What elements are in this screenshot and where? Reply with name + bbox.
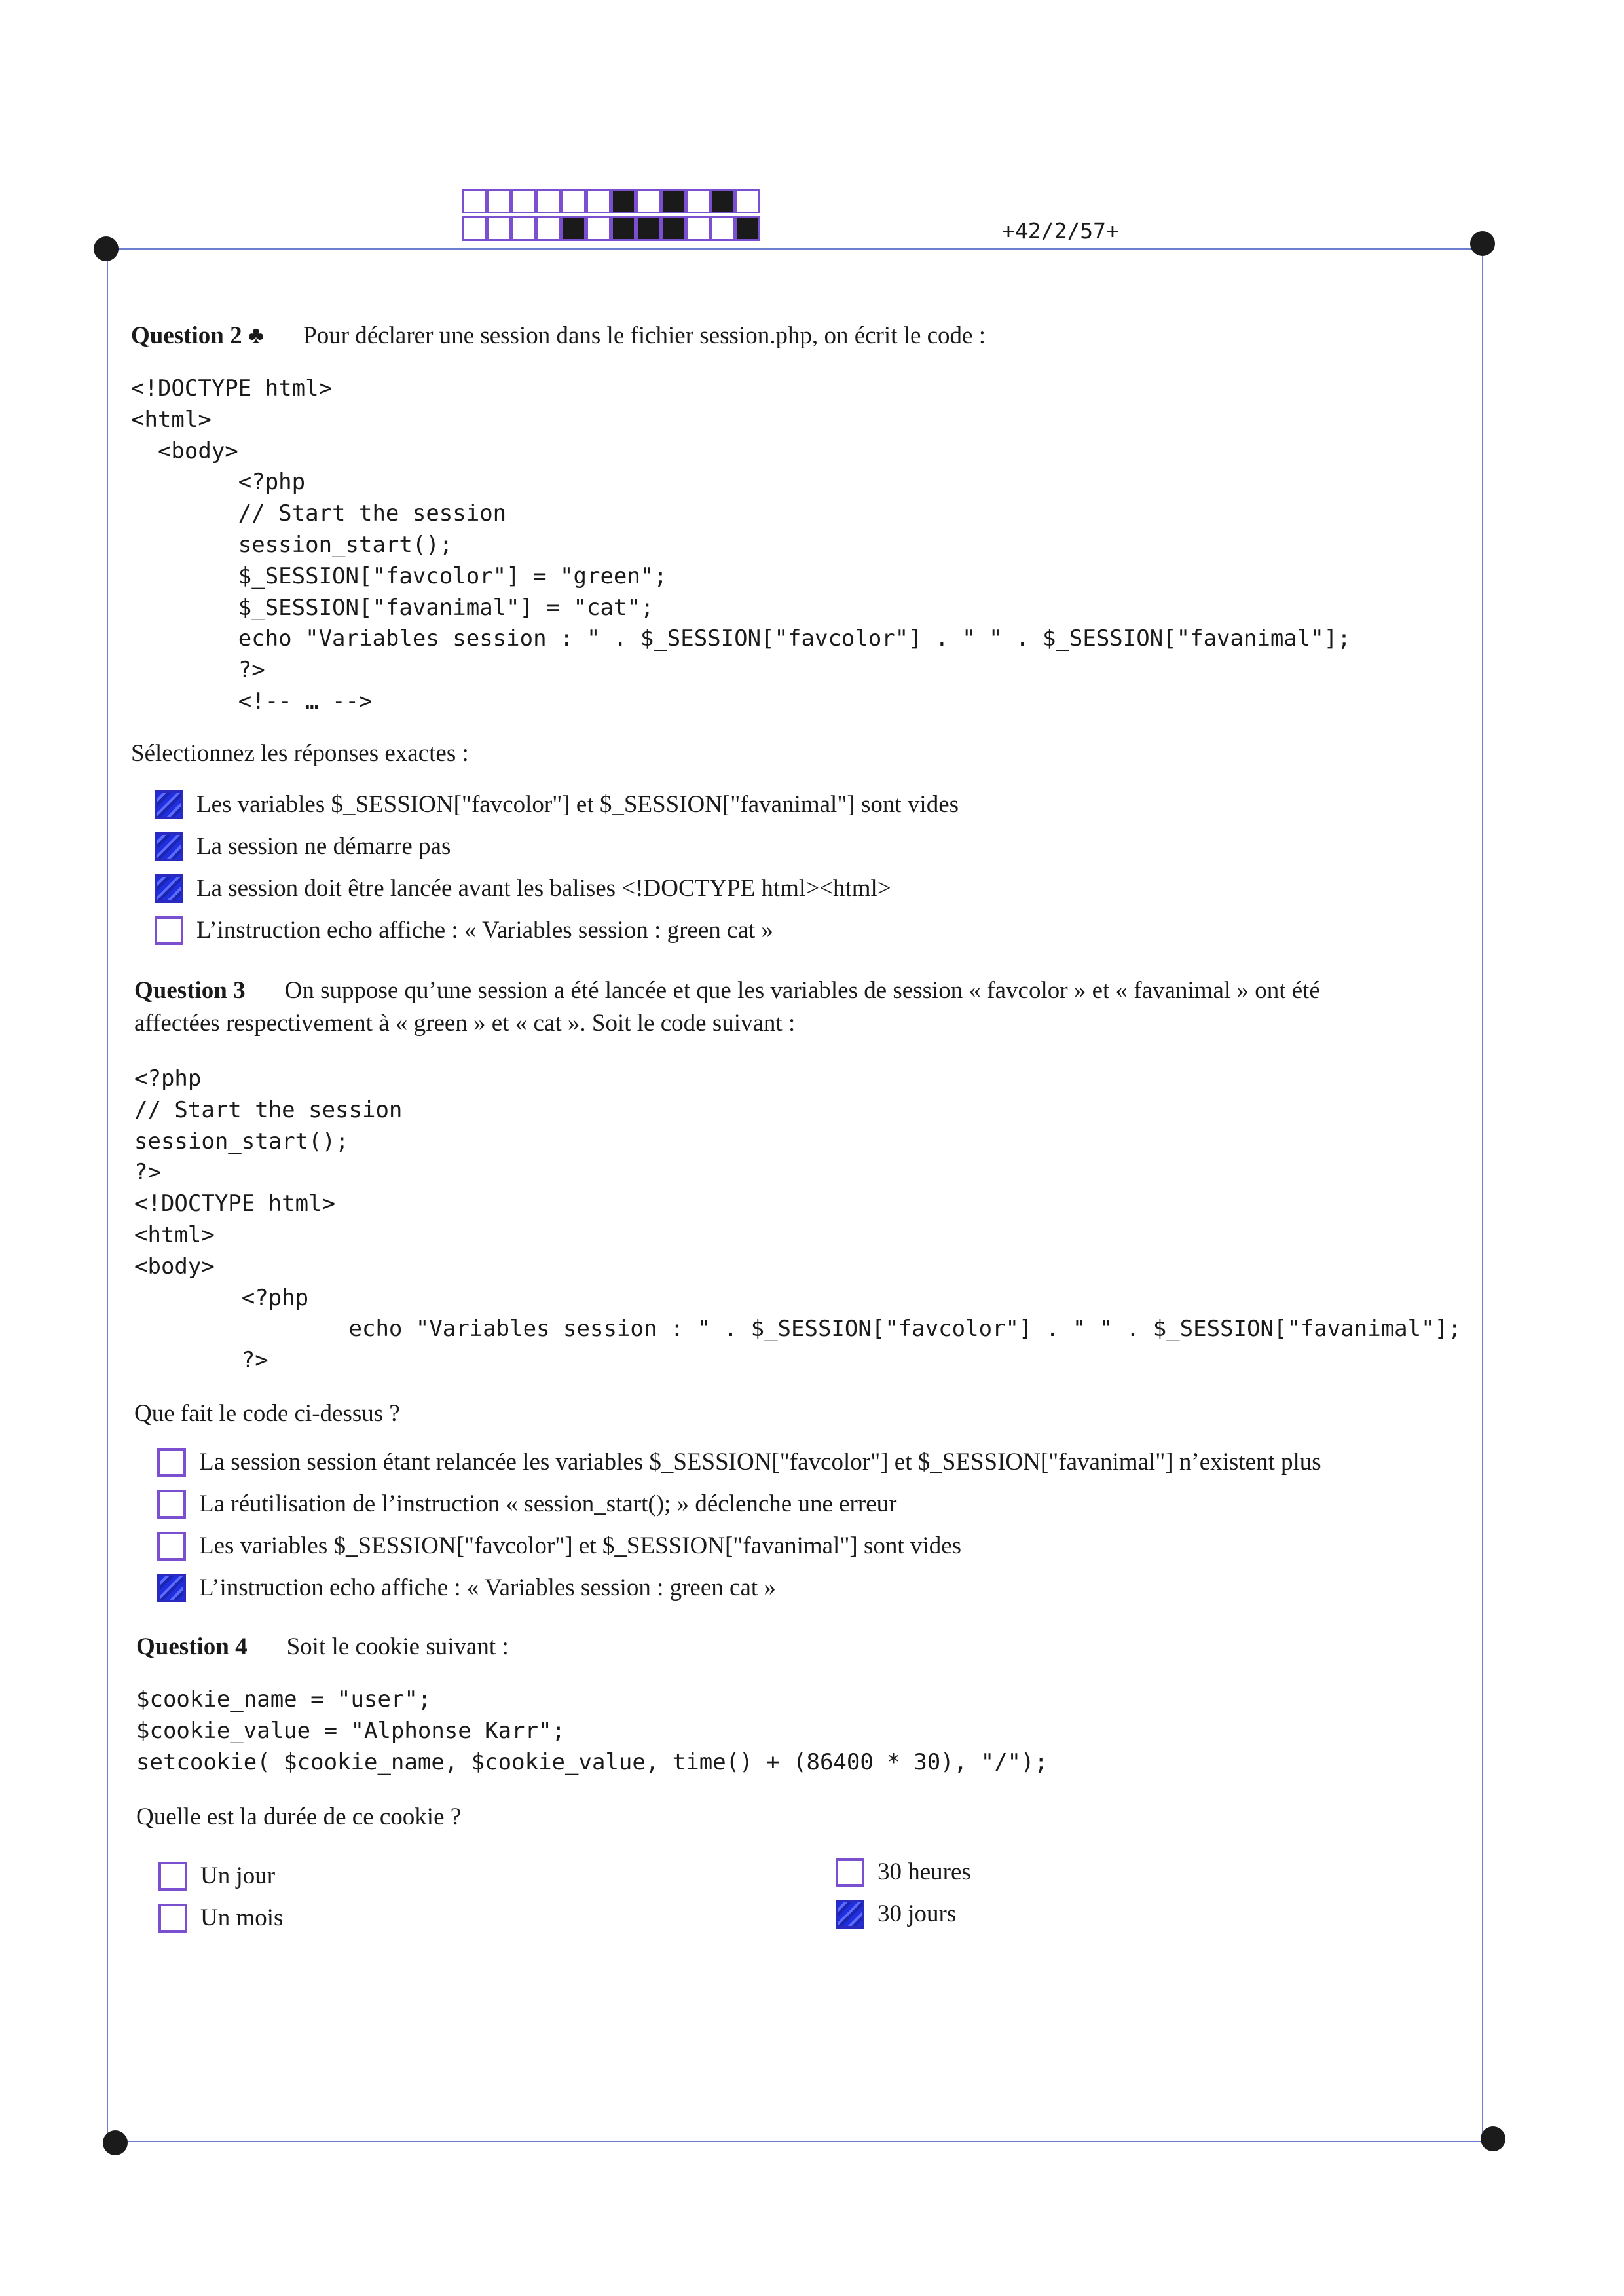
q4-choice-2-checkbox[interactable] xyxy=(158,1904,187,1933)
id-grid-cell xyxy=(586,189,611,213)
id-grid-cell xyxy=(661,216,686,241)
corner-marker-bottom-left xyxy=(103,2130,128,2155)
q2-choice-3[interactable] xyxy=(155,874,891,904)
frame-right xyxy=(1482,248,1483,2141)
id-grid-cell xyxy=(487,189,511,213)
id-grid-cell xyxy=(536,189,561,213)
q3-choice-2-checkbox[interactable] xyxy=(157,1490,186,1519)
id-grid-cell xyxy=(611,216,636,241)
q2-choice-3-checkbox[interactable] xyxy=(155,874,183,903)
id-grid-cell xyxy=(611,189,636,213)
q2-choice-2-checkbox[interactable] xyxy=(155,832,183,861)
id-grid-cell xyxy=(561,189,586,213)
q4-choice-3[interactable] xyxy=(836,1857,971,1887)
id-grid-cell xyxy=(511,216,536,241)
id-grid-cell xyxy=(710,189,735,213)
id-grid-row xyxy=(462,216,760,241)
q2-choice-2-label: La session ne démarre pas xyxy=(196,833,451,860)
id-grid-cell xyxy=(636,189,661,213)
question-3-label: Question 3 xyxy=(134,977,246,1004)
id-grid-row xyxy=(462,189,760,213)
corner-marker-top-right xyxy=(1470,231,1495,256)
q4-choice-1-label: Un jour xyxy=(200,1862,276,1889)
q4-choice-4-checkbox[interactable] xyxy=(836,1900,864,1929)
q3-choice-3[interactable] xyxy=(157,1531,961,1561)
question-2-code: <!DOCTYPE html> <html> <body> <?php // Start the session session_start(); $_SESSION["favcolor"] = "green"; $_SESSION["favanimal"] = "cat"; echo "Variables session : " . $_SESSION["favcolor"] . " " . $_SESSION["favanimal"]; ?> <!-- … --> xyxy=(131,375,1351,714)
q4-choice-1-checkbox[interactable] xyxy=(158,1862,187,1891)
id-grid-cell xyxy=(487,216,511,241)
club-icon: ♣ xyxy=(248,322,265,349)
question-3-code: <?php // Start the session session_start(); ?> <!DOCTYPE html> <html> <body> <?php echo "Variables session : " . $_SESSION["favcolor"] . " " . $_SESSION["favanimal"]; ?> xyxy=(134,1065,1462,1374)
q3-choice-1-label: La session session étant relancée les variables $_SESSION["favcolor"] et $_SESSION["favanimal"] n’existent plus xyxy=(199,1449,1321,1475)
id-grid-cell xyxy=(686,216,710,241)
id-grid-cell xyxy=(536,216,561,241)
corner-marker-top-left xyxy=(94,236,119,261)
corner-marker-bottom-right xyxy=(1481,2126,1505,2151)
q2-choice-4-checkbox[interactable] xyxy=(155,916,183,945)
q2-choice-2[interactable] xyxy=(155,832,451,862)
q4-choice-2-label: Un mois xyxy=(200,1904,284,1931)
question-4-prompt: Quelle est la durée de ce cookie ? xyxy=(136,1804,462,1830)
frame-left xyxy=(107,248,108,2141)
id-grid-cell xyxy=(561,216,586,241)
q4-choice-3-label: 30 heures xyxy=(877,1859,971,1885)
question-3-prompt: Que fait le code ci-dessus ? xyxy=(134,1400,400,1427)
q3-choice-2-label: La réutilisation de l’instruction « session_start(); » déclenche une erreur xyxy=(199,1491,897,1517)
q2-choice-1-label: Les variables $_SESSION["favcolor"] et $_SESSION["favanimal"] sont vides xyxy=(196,791,959,818)
id-grid-cell xyxy=(462,189,487,213)
id-grid-cell xyxy=(661,189,686,213)
question-4-code: $cookie_name = "user"; $cookie_value = "Alphonse Karr"; setcookie( $cookie_name, $cookie_value, time() + (86400 * 30), "/"); xyxy=(136,1686,1048,1775)
id-grid-cell xyxy=(511,189,536,213)
q4-choice-1[interactable] xyxy=(158,1861,275,1891)
q3-choice-1[interactable] xyxy=(157,1447,1321,1477)
id-grid-cell xyxy=(735,216,760,241)
id-grid-cell xyxy=(686,189,710,213)
q4-choice-4[interactable] xyxy=(836,1899,956,1929)
q3-choice-3-checkbox[interactable] xyxy=(157,1532,186,1561)
frame-bottom xyxy=(117,2141,1493,2142)
question-3-text-line1: On suppose qu’une session a été lancée et que les variables de session « favcolor » et « favanimal » ont été xyxy=(284,977,1320,1004)
id-grid-cell xyxy=(462,216,487,241)
q3-choice-1-checkbox[interactable] xyxy=(157,1448,186,1477)
q4-choice-4-label: 30 jours xyxy=(877,1900,957,1927)
q3-choice-4-label: L’instruction echo affiche : « Variables session : green cat » xyxy=(199,1574,776,1601)
question-2-label: Question 2 xyxy=(131,322,242,349)
q3-choice-4[interactable] xyxy=(157,1573,776,1603)
question-2-prompt: Sélectionnez les réponses exactes : xyxy=(131,740,469,767)
q2-choice-3-label: La session doit être lancée avant les balises <!DOCTYPE html><html> xyxy=(196,875,891,902)
q2-choice-4-label: L’instruction echo affiche : « Variables session : green cat » xyxy=(196,917,773,944)
q4-choice-2[interactable] xyxy=(158,1903,283,1933)
q3-choice-2[interactable] xyxy=(157,1489,896,1519)
id-grid-cell xyxy=(636,216,661,241)
id-code-grid xyxy=(462,189,760,244)
page-id: +42/2/57+ xyxy=(1002,218,1119,244)
question-2-text: Pour déclarer une session dans le fichier session.php, on écrit le code : xyxy=(303,322,986,349)
question-4-label: Question 4 xyxy=(136,1633,248,1660)
q4-choice-3-checkbox[interactable] xyxy=(836,1858,864,1887)
id-grid-cell xyxy=(710,216,735,241)
q3-choice-4-checkbox[interactable] xyxy=(157,1574,186,1602)
question-4-title xyxy=(136,1632,509,1662)
q2-choice-1-checkbox[interactable] xyxy=(155,790,183,819)
question-4-text: Soit le cookie suivant : xyxy=(286,1633,509,1660)
q3-choice-3-label: Les variables $_SESSION["favcolor"] et $_SESSION["favanimal"] sont vides xyxy=(199,1532,962,1559)
id-grid-cell xyxy=(586,216,611,241)
question-3-text-line2: affectées respectivement à « green » et « cat ». Soit le code suivant : xyxy=(134,1010,796,1037)
frame-top xyxy=(107,248,1483,250)
question-3-title xyxy=(134,976,1320,1006)
question-2-title xyxy=(131,321,986,351)
id-grid-cell xyxy=(735,189,760,213)
q2-choice-4[interactable] xyxy=(155,916,773,946)
q2-choice-1[interactable] xyxy=(155,790,959,820)
